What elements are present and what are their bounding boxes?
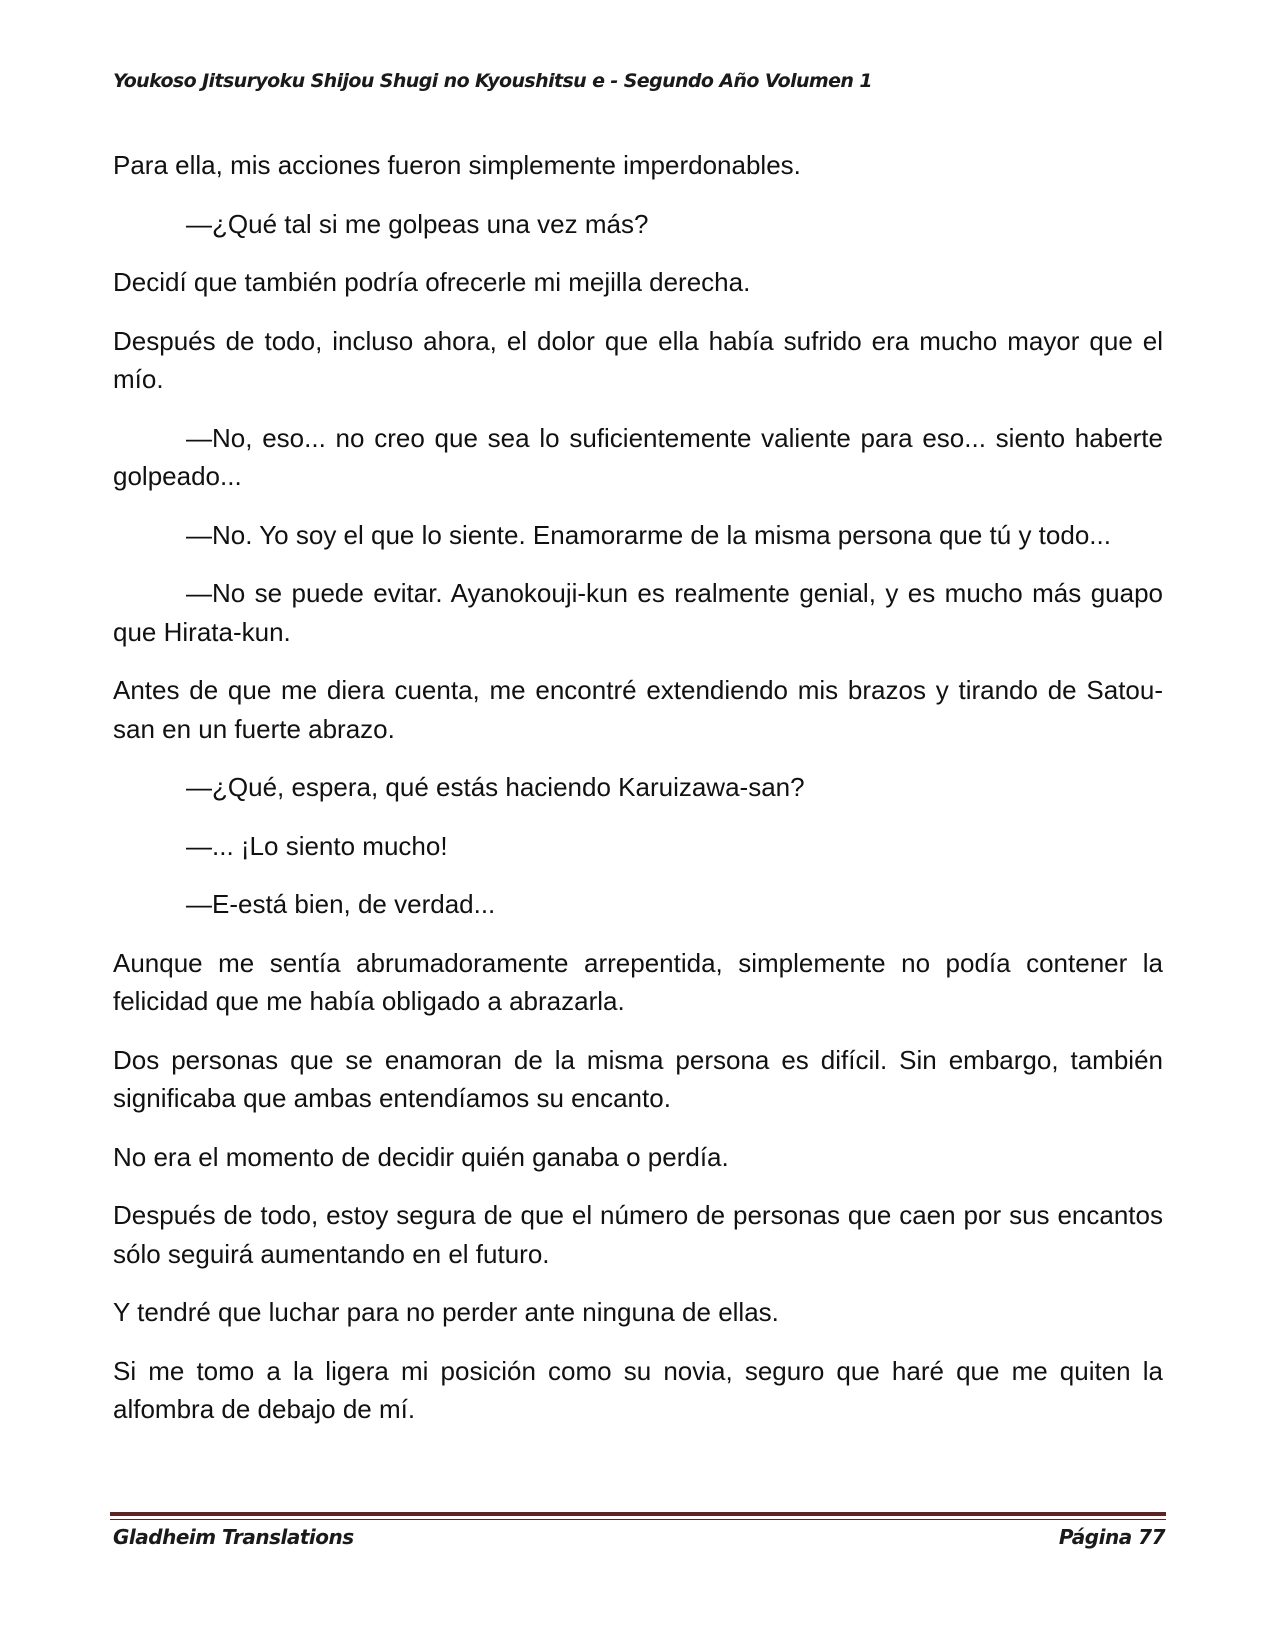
paragraph: Después de todo, incluso ahora, el dolor que ella había sufrido era mucho mayor que el mío.: [113, 325, 1163, 394]
dialogue-paragraph: —... ¡Lo siento mucho!: [186, 830, 448, 861]
page-header-title: Youkoso Jitsuryoku Shijou Shugi no Kyoushitsu e - Segundo Año Volumen 1: [113, 70, 872, 92]
paragraph: Después de todo, estoy segura de que el número de personas que caen por sus encantos sólo seguirá aumentando en el futuro.: [113, 1200, 1163, 1269]
footer-page-number: Página 77: [1058, 1525, 1165, 1549]
dialogue-paragraph: —No. Yo soy el que lo siente. Enamorarme de la misma persona que tú y todo...: [186, 519, 1111, 550]
dialogue-paragraph: —E-está bien, de verdad...: [186, 889, 496, 919]
paragraph: Aunque me sentía abrumadoramente arrepentida, simplemente no podía contener la felicidad que me había obligado a abrazarla.: [113, 947, 1163, 1016]
paragraph: Y tendré que luchar para no perder ante ninguna de ellas.: [113, 1297, 779, 1327]
paragraph: No era el momento de decidir quién ganaba o perdía.: [113, 1141, 729, 1172]
footer-divider-thin: [110, 1519, 1166, 1520]
paragraph: Dos personas que se enamoran de la misma persona es difícil. Sin embargo, también significaba que ambas entendíamos su encanto.: [113, 1044, 1163, 1113]
dialogue-paragraph: —No, eso... no creo que sea lo suficientemente valiente para eso... siento haberte golpeado...: [113, 422, 1163, 491]
paragraph: Decidí que también podría ofrecerle mi mejilla derecha.: [113, 267, 751, 297]
paragraph: Antes de que me diera cuenta, me encontré extendiendo mis brazos y tirando de Satou-san en un fuerte abrazo.: [113, 675, 1163, 744]
footer-divider: [110, 1512, 1166, 1516]
dialogue-paragraph: —No se puede evitar. Ayanokouji-kun es realmente genial, y es mucho más guapo que Hirata-kun.: [113, 578, 1163, 647]
paragraph: Si me tomo a la ligera mi posición como su novia, seguro que haré que me quiten la alfombra de debajo de mí.: [113, 1355, 1163, 1424]
footer-translator: Gladheim Translations: [113, 1525, 354, 1549]
dialogue-paragraph: —¿Qué, espera, qué estás haciendo Karuizawa-san?: [186, 772, 805, 802]
dialogue-paragraph: —¿Qué tal si me golpeas una vez más?: [186, 208, 649, 239]
paragraph: Para ella, mis acciones fueron simplemente imperdonables.: [113, 150, 801, 180]
body-text: [113, 146, 1163, 1449]
